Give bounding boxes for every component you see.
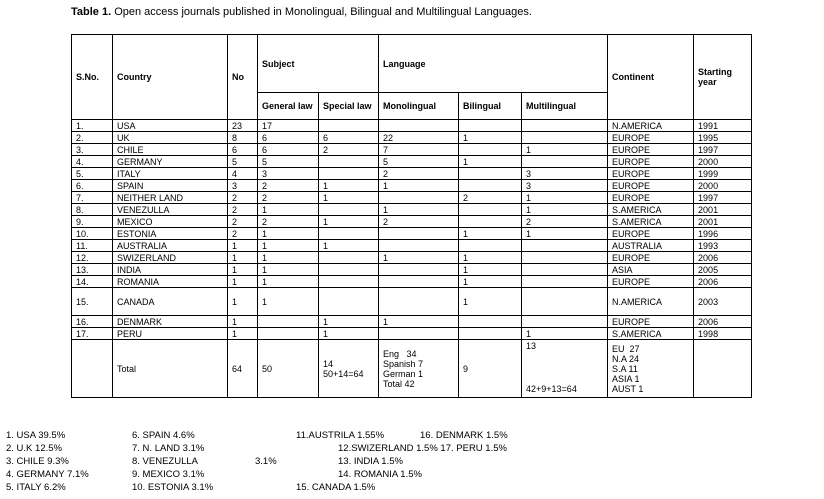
cell-country: CANADA: [113, 288, 228, 316]
total-multi-sum: 42+9+13=64: [526, 384, 577, 394]
cell-general: 1: [258, 288, 319, 316]
header-language: Language: [379, 35, 608, 93]
cell-general: 1: [258, 264, 319, 276]
cell-special: [319, 120, 379, 132]
cell-special: 1: [319, 240, 379, 252]
cell-mono: [379, 192, 459, 204]
footer-item: 15. CANADA 1.5%: [296, 482, 376, 493]
journals-table: [71, 34, 752, 398]
cell-bi: [459, 216, 522, 228]
cell-multi: 3: [522, 180, 608, 192]
total-mono-line: Spanish 7: [383, 358, 424, 369]
cell-country: NEITHER LAND: [113, 192, 228, 204]
cell-country: ITALY: [113, 168, 228, 180]
cell-country: USA: [113, 120, 228, 132]
cell-sno: 12.: [72, 252, 113, 264]
cell-mono: [379, 276, 459, 288]
cell-sno: 6.: [72, 180, 113, 192]
cell-year: 1991: [694, 120, 752, 132]
cell-country: MEXICO: [113, 216, 228, 228]
cell-special: [319, 228, 379, 240]
footer-item: 12.SWIZERLAND 1.5% 17. PERU 1.5%: [338, 443, 507, 454]
cell-mono: 1: [379, 180, 459, 192]
cell-year: 2000: [694, 180, 752, 192]
cell-continent: N.AMERICA: [608, 120, 694, 132]
total-continent: [608, 340, 694, 398]
cell-no: 5: [228, 156, 258, 168]
cell-no: 2: [228, 228, 258, 240]
cell-year: 2006: [694, 316, 752, 328]
footer-item: 1. USA 39.5%: [6, 430, 66, 441]
cell-sno: [72, 340, 113, 398]
total-label: Total: [113, 340, 228, 398]
cell-bi: 1: [459, 288, 522, 316]
header-no: No: [228, 35, 258, 120]
total-special-sum: 50+14=64: [323, 368, 364, 379]
header-continent: Continent: [608, 35, 694, 120]
cell-general: 1: [258, 204, 319, 216]
cell-country: AUSTRALIA: [113, 240, 228, 252]
cell-multi: [522, 276, 608, 288]
total-special-count: 14: [323, 358, 334, 369]
total-continent-line: S.A 11: [612, 363, 638, 374]
table-row: [72, 180, 752, 192]
header-country: Country: [113, 35, 228, 120]
cell-sno: 15.: [72, 288, 113, 316]
cell-year: 1996: [694, 228, 752, 240]
cell-no: 1: [228, 328, 258, 340]
cell-general: 2: [258, 180, 319, 192]
cell-year: 2005: [694, 264, 752, 276]
cell-no: 8: [228, 132, 258, 144]
cell-multi: 2: [522, 216, 608, 228]
table-row: [72, 156, 752, 168]
cell-sno: 7.: [72, 192, 113, 204]
cell-no: 1: [228, 288, 258, 316]
cell-sno: 4.: [72, 156, 113, 168]
cell-country: UK: [113, 132, 228, 144]
header-general-law: General law: [258, 93, 319, 120]
footer-item: 2. U.K 12.5%: [6, 443, 62, 454]
cell-general: 5: [258, 156, 319, 168]
cell-multi: 3: [522, 168, 608, 180]
cell-bi: 1: [459, 132, 522, 144]
total-continent-line: ASIA 1: [612, 373, 640, 384]
header-bilingual: Bilingual: [459, 93, 522, 120]
total-row: [72, 340, 752, 398]
caption-label: Table 1.: [71, 6, 112, 18]
cell-continent: S.AMERICA: [608, 328, 694, 340]
total-continent-line: EU 27: [612, 343, 640, 354]
cell-year: 1993: [694, 240, 752, 252]
total-multi-count: 13: [526, 341, 537, 351]
cell-special: [319, 252, 379, 264]
table-row: [72, 228, 752, 240]
cell-bi: 1: [459, 276, 522, 288]
footer-item: 14. ROMANIA 1.5%: [338, 469, 422, 480]
cell-bi: [459, 204, 522, 216]
cell-bi: [459, 168, 522, 180]
header-special-law: Special law: [319, 93, 379, 120]
cell-continent: EUROPE: [608, 156, 694, 168]
cell-general: 1: [258, 276, 319, 288]
cell-year: 1997: [694, 144, 752, 156]
total-special: [319, 340, 379, 398]
cell-country: SPAIN: [113, 180, 228, 192]
cell-country: INDIA: [113, 264, 228, 276]
cell-bi: [459, 180, 522, 192]
footer-item: 16. DENMARK 1.5%: [420, 430, 508, 441]
cell-bi: 1: [459, 228, 522, 240]
cell-mono: [379, 288, 459, 316]
cell-multi: 1: [522, 328, 608, 340]
cell-country: ROMANIA: [113, 276, 228, 288]
total-multi: [522, 340, 608, 398]
header-multilingual: Multilingual: [522, 93, 608, 120]
footer-item: 11.AUSTRILA 1.55%: [296, 430, 385, 441]
cell-no: 1: [228, 276, 258, 288]
cell-bi: 2: [459, 192, 522, 204]
table-row: [72, 132, 752, 144]
cell-special: 2: [319, 144, 379, 156]
header-sno: S.No.: [72, 35, 113, 120]
cell-continent: ASIA: [608, 264, 694, 276]
cell-year: [694, 340, 752, 398]
cell-no: 1: [228, 316, 258, 328]
cell-general: 3: [258, 168, 319, 180]
cell-no: 3: [228, 180, 258, 192]
cell-no: 1: [228, 252, 258, 264]
cell-mono: 1: [379, 204, 459, 216]
cell-bi: 1: [459, 252, 522, 264]
cell-sno: 2.: [72, 132, 113, 144]
cell-multi: [522, 156, 608, 168]
cell-continent: EUROPE: [608, 168, 694, 180]
cell-bi: [459, 120, 522, 132]
cell-continent: EUROPE: [608, 276, 694, 288]
total-mono-line: German 1: [383, 368, 424, 379]
table-row: [72, 288, 752, 316]
cell-general: 6: [258, 144, 319, 156]
cell-bi: [459, 328, 522, 340]
cell-mono: 7: [379, 144, 459, 156]
cell-continent: EUROPE: [608, 192, 694, 204]
cell-mono: [379, 240, 459, 252]
cell-general: 1: [258, 252, 319, 264]
cell-country: ESTONIA: [113, 228, 228, 240]
cell-special: 1: [319, 180, 379, 192]
table-row: [72, 120, 752, 132]
table-caption: [71, 6, 532, 18]
table-row: [72, 216, 752, 228]
table-row: [72, 276, 752, 288]
cell-country: SWIZERLAND: [113, 252, 228, 264]
cell-multi: [522, 252, 608, 264]
table-row: [72, 204, 752, 216]
cell-special: 1: [319, 192, 379, 204]
cell-special: [319, 276, 379, 288]
cell-special: 1: [319, 216, 379, 228]
cell-bi: [459, 144, 522, 156]
cell-special: [319, 264, 379, 276]
footer-item: 10. ESTONIA 3.1%: [132, 482, 214, 493]
cell-sno: 3.: [72, 144, 113, 156]
cell-multi: 1: [522, 228, 608, 240]
cell-no: 6: [228, 144, 258, 156]
cell-no: 1: [228, 240, 258, 252]
cell-year: 1995: [694, 132, 752, 144]
cell-year: 2006: [694, 276, 752, 288]
footer-item: 3. CHILE 9.3%: [6, 456, 69, 467]
total-bi: 9: [459, 340, 522, 398]
cell-country: VENEZULLA: [113, 204, 228, 216]
cell-mono: 5: [379, 156, 459, 168]
cell-special: [319, 288, 379, 316]
cell-continent: EUROPE: [608, 252, 694, 264]
cell-sno: 16.: [72, 316, 113, 328]
cell-sno: 8.: [72, 204, 113, 216]
cell-multi: [522, 132, 608, 144]
cell-general: 2: [258, 216, 319, 228]
cell-multi: [522, 120, 608, 132]
table-row: [72, 264, 752, 276]
cell-country: CHILE: [113, 144, 228, 156]
cell-general: [258, 328, 319, 340]
cell-multi: 1: [522, 204, 608, 216]
cell-continent: EUROPE: [608, 228, 694, 240]
cell-general: 17: [258, 120, 319, 132]
cell-continent: EUROPE: [608, 180, 694, 192]
total-mono-line: Total 42: [383, 378, 415, 389]
total-mono: [379, 340, 459, 398]
footer-item: 4. GERMANY 7.1%: [6, 469, 89, 480]
total-general: 50: [258, 340, 319, 398]
table-row: [72, 192, 752, 204]
cell-no: 2: [228, 192, 258, 204]
cell-mono: [379, 228, 459, 240]
cell-general: 1: [258, 240, 319, 252]
cell-general: 6: [258, 132, 319, 144]
footer-item: 6. SPAIN 4.6%: [132, 430, 195, 441]
cell-mono: 1: [379, 252, 459, 264]
caption-text: Open access journals published in Monolingual, Bilingual and Multilingual Languages.: [111, 6, 532, 18]
cell-year: 2001: [694, 216, 752, 228]
cell-no: 23: [228, 120, 258, 132]
cell-general: [258, 316, 319, 328]
cell-country: GERMANY: [113, 156, 228, 168]
cell-sno: 5.: [72, 168, 113, 180]
cell-general: 2: [258, 192, 319, 204]
total-mono-line: Eng 34: [383, 348, 417, 359]
cell-continent: AUSTRALIA: [608, 240, 694, 252]
cell-no: 4: [228, 168, 258, 180]
cell-no: 2: [228, 204, 258, 216]
cell-continent: EUROPE: [608, 132, 694, 144]
cell-mono: 2: [379, 168, 459, 180]
cell-country: PERU: [113, 328, 228, 340]
cell-special: 6: [319, 132, 379, 144]
cell-year: 2001: [694, 204, 752, 216]
cell-continent: S.AMERICA: [608, 204, 694, 216]
cell-year: 2006: [694, 252, 752, 264]
header-subject: Subject: [258, 35, 379, 93]
cell-sno: 14.: [72, 276, 113, 288]
footer-item: 9. MEXICO 3.1%: [132, 469, 205, 480]
cell-multi: [522, 288, 608, 316]
cell-continent: N.AMERICA: [608, 288, 694, 316]
cell-general: 1: [258, 228, 319, 240]
cell-multi: [522, 264, 608, 276]
cell-year: 1997: [694, 192, 752, 204]
cell-multi: 1: [522, 144, 608, 156]
table-row: [72, 240, 752, 252]
total-no: 64: [228, 340, 258, 398]
cell-sno: 13.: [72, 264, 113, 276]
cell-bi: 1: [459, 264, 522, 276]
cell-year: 2003: [694, 288, 752, 316]
cell-multi: [522, 240, 608, 252]
cell-no: 2: [228, 216, 258, 228]
footer-item: 5. ITALY 6.2%: [6, 482, 66, 493]
cell-bi: [459, 316, 522, 328]
cell-multi: [522, 316, 608, 328]
cell-year: 2000: [694, 156, 752, 168]
cell-special: [319, 156, 379, 168]
total-continent-line: N.A 24: [612, 353, 640, 364]
cell-sno: 10.: [72, 228, 113, 240]
cell-mono: 22: [379, 132, 459, 144]
footer-item: 7. N. LAND 3.1%: [132, 443, 205, 454]
cell-sno: 17.: [72, 328, 113, 340]
cell-bi: [459, 240, 522, 252]
table-row: [72, 144, 752, 156]
table-row: [72, 328, 752, 340]
footer-item: 8. VENEZULLA: [132, 456, 198, 467]
total-continent-line: AUST 1: [612, 383, 644, 394]
table-row: [72, 168, 752, 180]
cell-mono: [379, 328, 459, 340]
cell-mono: 1: [379, 316, 459, 328]
header-monolingual: Monolingual: [379, 93, 459, 120]
cell-special: 1: [319, 316, 379, 328]
cell-mono: 2: [379, 216, 459, 228]
cell-special: [319, 204, 379, 216]
header-year: Starting year: [694, 35, 752, 120]
cell-sno: 11.: [72, 240, 113, 252]
cell-special: 1: [319, 328, 379, 340]
table-row: [72, 316, 752, 328]
cell-special: [319, 168, 379, 180]
cell-year: 1999: [694, 168, 752, 180]
cell-continent: S.AMERICA: [608, 216, 694, 228]
cell-bi: 1: [459, 156, 522, 168]
cell-continent: EUROPE: [608, 144, 694, 156]
cell-country: DENMARK: [113, 316, 228, 328]
cell-continent: EUROPE: [608, 316, 694, 328]
cell-mono: [379, 120, 459, 132]
table-row: [72, 252, 752, 264]
cell-multi: 1: [522, 192, 608, 204]
footer-item: 13. INDIA 1.5%: [338, 456, 403, 467]
cell-no: 1: [228, 264, 258, 276]
cell-mono: [379, 264, 459, 276]
cell-year: 1998: [694, 328, 752, 340]
footer-item: 3.1%: [255, 456, 277, 467]
cell-sno: 9.: [72, 216, 113, 228]
cell-sno: 1.: [72, 120, 113, 132]
